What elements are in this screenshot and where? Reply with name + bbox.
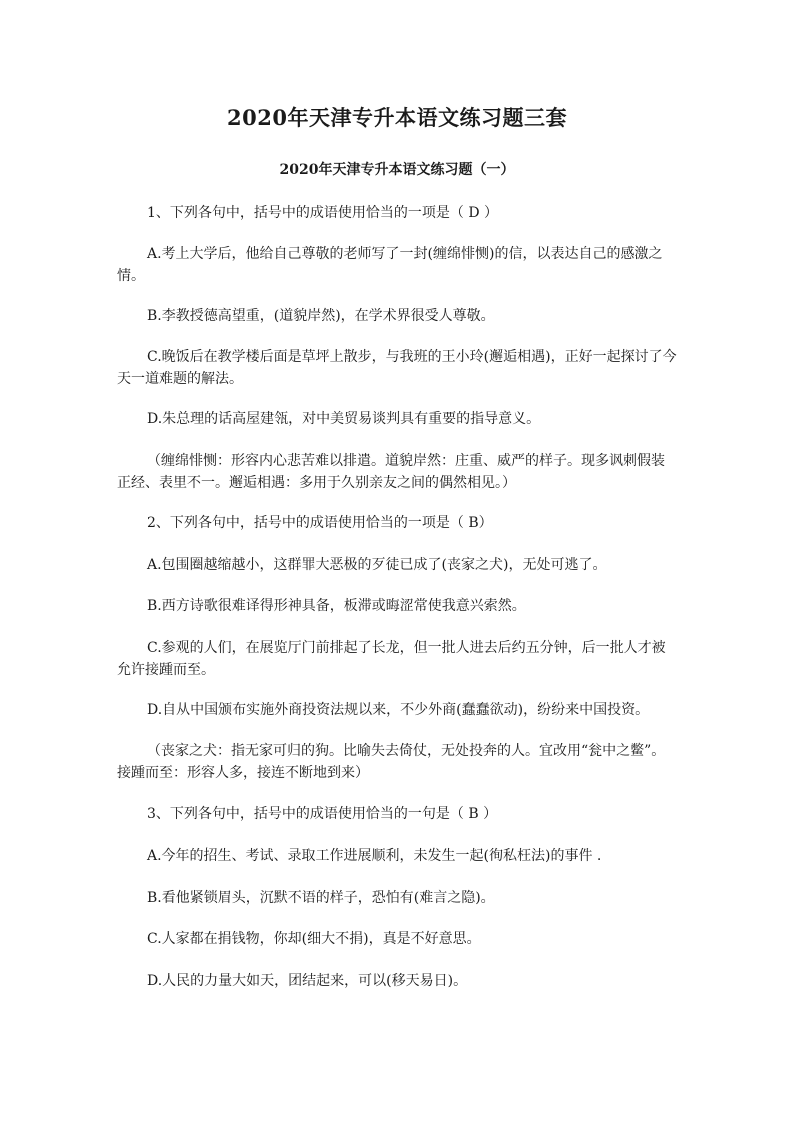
question-2-option-b: B.西方诗歌很难译得形神具备，板滞或晦涩常使我意兴索然。 bbox=[147, 598, 526, 614]
question-2-stem: 2、下列各句中，括号中的成语使用恰当的一项是（ B） bbox=[147, 515, 493, 531]
question-1-option-a: A.考上大学后，他给自己尊敬的老师写了一封(缠绵悱恻)的信，以表达自己的感激之情。 bbox=[117, 246, 663, 284]
question-2-note: （丧家之犬：指无家可归的狗。比喻失去倚仗，无处投奔的人。宜改用“瓮中之鳖”。接踵而至：形容人多，接连不断地到来） bbox=[117, 743, 666, 781]
question-1-option-d: D.朱总理的话高屋建瓴，对中美贸易谈判具有重要的指导意义。 bbox=[147, 411, 541, 427]
question-3-stem: 3、下列各句中，括号中的成语使用恰当的一句是（ B ） bbox=[147, 806, 498, 822]
question-1-option-b: B.李教授德高望重，(道貌岸然)，在学术界很受人尊敬。 bbox=[147, 308, 495, 324]
question-2-option-c: C.参观的人们，在展览厅门前排起了长龙，但一批人进去后约五分钟，后一批人才被允许接踵而至。 bbox=[117, 640, 666, 678]
question-2-option-a: A.包围圈越缩越小，这群罪大恶极的歹徒已成了(丧家之犬)，无处可逃了。 bbox=[147, 557, 607, 573]
question-1-note: （缠绵悱恻：形容内心悲苦难以排遣。道貌岸然：庄重、威严的样子。现多讽刺假装正经、表里不一。邂逅相遇：多用于久别亲友之间的偶然相见。） bbox=[117, 453, 665, 491]
question-3-option-a: A.今年的招生、考试、录取工作进展顺利，未发生一起(徇私枉法)的事件 . bbox=[147, 848, 602, 864]
document-title: 2020年天津专升本语文练习题三套 bbox=[227, 105, 567, 130]
question-1-stem: 1、下列各句中，括号中的成语使用恰当的一项是（ D ） bbox=[147, 205, 499, 221]
question-3-option-d: D.人民的力量大如天，团结起来，可以(移天易日)。 bbox=[147, 973, 468, 989]
section-title: 2020年天津专升本语文练习题（一） bbox=[279, 162, 515, 178]
question-1-option-c: C.晚饭后在教学楼后面是草坪上散步，与我班的王小玲(邂逅相遇)，正好一起探讨了今天一道难题的解法。 bbox=[117, 349, 677, 387]
question-3-option-c: C.人家都在捐钱物，你却(细大不捐)，真是不好意思。 bbox=[147, 931, 481, 947]
question-3-option-b: B.看他紧锁眉头，沉默不语的样子，恐怕有(难言之隐)。 bbox=[147, 890, 495, 906]
question-2-option-d: D.自从中国颁布实施外商投资法规以来，不少外商(蠢蠢欲动)，纷纷来中国投资。 bbox=[147, 702, 650, 718]
